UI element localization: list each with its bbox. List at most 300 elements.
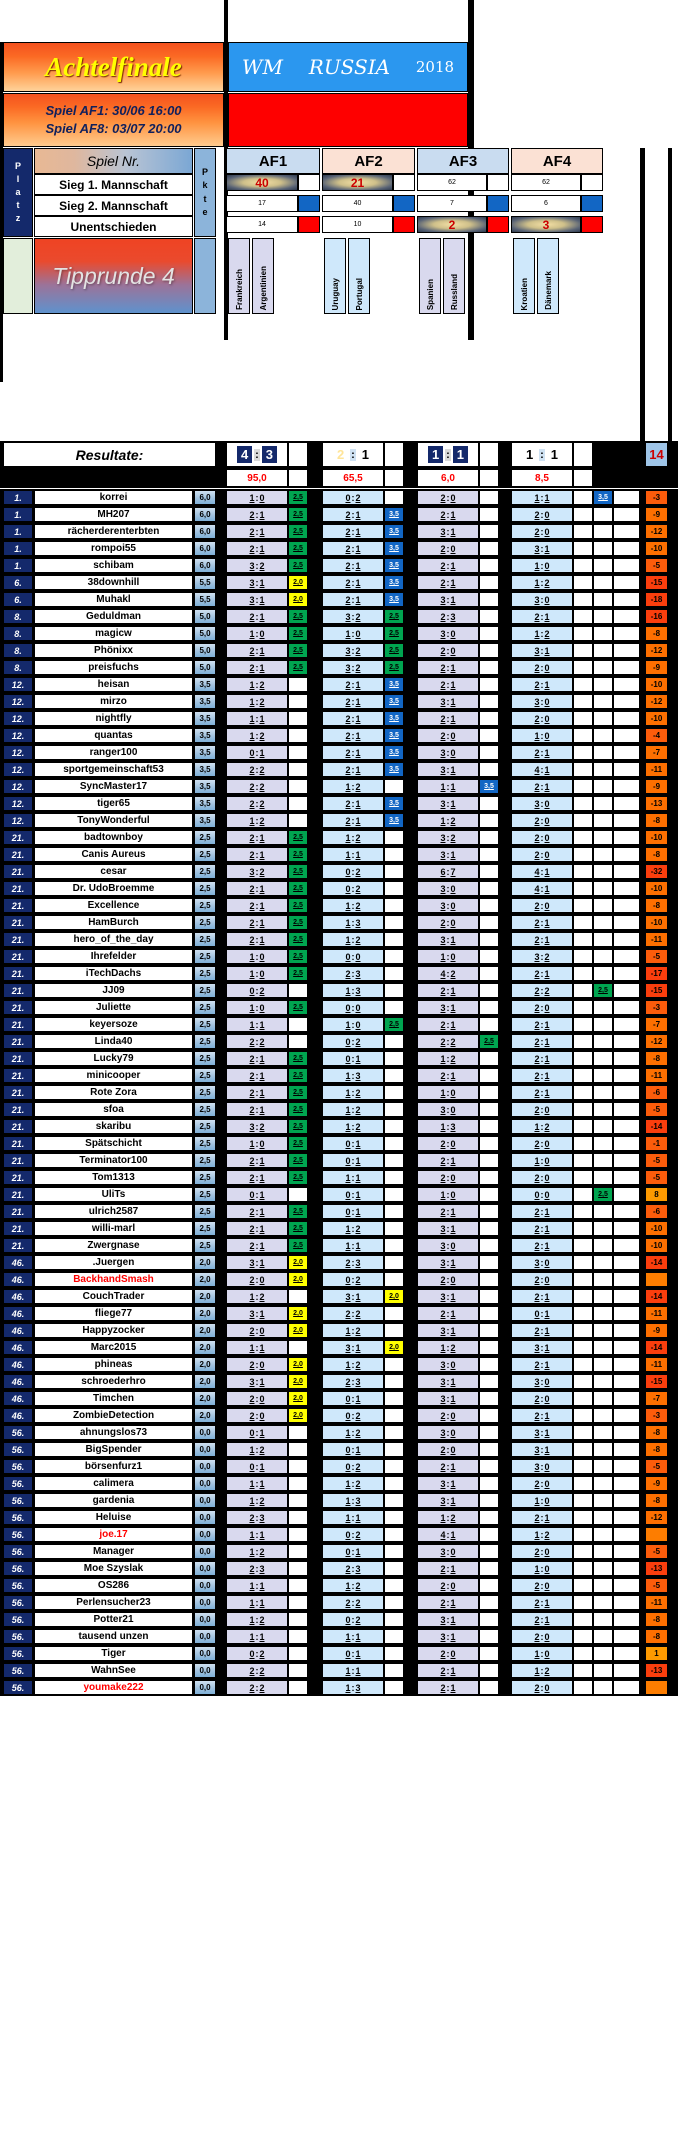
table-row[interactable] — [0, 829, 678, 846]
table-row[interactable] — [0, 1118, 678, 1135]
row-tip-af3[interactable]: 3 : 1 — [417, 847, 479, 862]
row-tip-af1[interactable]: 2 : 1 — [226, 1238, 288, 1253]
match-header-af1[interactable]: AF1 — [226, 148, 320, 174]
table-row[interactable] — [0, 1645, 678, 1662]
row-tip-af1[interactable]: 0 : 1 — [226, 1459, 288, 1474]
row-tip-af2[interactable]: 1 : 3 — [322, 1493, 384, 1508]
row-tip-af4[interactable]: 2 : 1 — [511, 1408, 573, 1423]
row-tip-af1[interactable]: 1 : 2 — [226, 1544, 288, 1559]
row-player-name[interactable]: ulrich2587 — [34, 1204, 193, 1219]
row-tip-af1[interactable]: 1 : 0 — [226, 1136, 288, 1151]
row-tip-af4[interactable]: 1 : 1 — [511, 490, 573, 505]
row-tip-af1[interactable]: 2 : 1 — [226, 881, 288, 896]
table-row[interactable] — [0, 1509, 678, 1526]
row-tip-af4[interactable]: 2 : 0 — [511, 1578, 573, 1593]
row-tip-af2[interactable]: 2 : 1 — [322, 711, 384, 726]
table-row[interactable] — [0, 1237, 678, 1254]
table-row[interactable] — [0, 625, 678, 642]
row-tip-af3[interactable]: 1 : 0 — [417, 1187, 479, 1202]
row-tip-af1[interactable]: 2 : 0 — [226, 1408, 288, 1423]
row-tip-af3[interactable]: 3 : 1 — [417, 1289, 479, 1304]
row-tip-af4[interactable]: 2 : 1 — [511, 1068, 573, 1083]
row-tip-af4[interactable]: 2 : 1 — [511, 1612, 573, 1627]
row-tip-af3[interactable]: 2 : 0 — [417, 541, 479, 556]
row-tip-af2[interactable]: 1 : 1 — [322, 1510, 384, 1525]
row-player-name[interactable]: Dr. UdoBroemme — [34, 881, 193, 896]
row-player-name[interactable]: Lucky79 — [34, 1051, 193, 1066]
row-tip-af4[interactable]: 2 : 0 — [511, 660, 573, 675]
row-tip-af2[interactable]: 1 : 2 — [322, 1357, 384, 1372]
row-tip-af3[interactable]: 2 : 0 — [417, 915, 479, 930]
row-tip-af3[interactable]: 3 : 1 — [417, 1000, 479, 1015]
row-tip-af1[interactable]: 1 : 2 — [226, 677, 288, 692]
table-row[interactable] — [0, 1458, 678, 1475]
row-player-name[interactable]: Moe Szyslak — [34, 1561, 193, 1576]
row-tip-af1[interactable]: 2 : 1 — [226, 1204, 288, 1219]
row-tip-af3[interactable]: 2 : 0 — [417, 728, 479, 743]
row-tip-af4[interactable]: 3 : 0 — [511, 1255, 573, 1270]
table-row[interactable] — [0, 574, 678, 591]
row-tip-af3[interactable]: 3 : 1 — [417, 592, 479, 607]
row-tip-af2[interactable]: 2 : 1 — [322, 575, 384, 590]
row-tip-af4[interactable]: 2 : 0 — [511, 898, 573, 913]
row-tip-af4[interactable]: 2 : 0 — [511, 1544, 573, 1559]
row-player-name[interactable]: Tom1313 — [34, 1170, 193, 1185]
row-tip-af4[interactable]: 1 : 0 — [511, 1153, 573, 1168]
row-tip-af3[interactable]: 2 : 0 — [417, 643, 479, 658]
row-player-name[interactable]: joe.17 — [34, 1527, 193, 1542]
table-row[interactable] — [0, 1254, 678, 1271]
row-tip-af3[interactable]: 3 : 1 — [417, 1221, 479, 1236]
row-player-name[interactable]: Marc2015 — [34, 1340, 193, 1355]
row-player-name[interactable]: nightfly — [34, 711, 193, 726]
row-tip-af3[interactable]: 2 : 0 — [417, 1136, 479, 1151]
row-tip-af2[interactable]: 1 : 3 — [322, 915, 384, 930]
row-tip-af3[interactable]: 3 : 1 — [417, 1391, 479, 1406]
row-tip-af1[interactable]: 1 : 0 — [226, 626, 288, 641]
row-tip-af3[interactable]: 2 : 2 — [417, 1034, 479, 1049]
row-tip-af1[interactable]: 2 : 1 — [226, 541, 288, 556]
row-tip-af2[interactable]: 0 : 2 — [322, 1408, 384, 1423]
row-player-name[interactable]: ranger100 — [34, 745, 193, 760]
row-tip-af1[interactable]: 2 : 2 — [226, 796, 288, 811]
row-tip-af2[interactable]: 1 : 2 — [322, 1119, 384, 1134]
table-row[interactable] — [0, 1628, 678, 1645]
row-tip-af4[interactable]: 2 : 0 — [511, 1170, 573, 1185]
row-player-name[interactable]: BigSpender — [34, 1442, 193, 1457]
row-tip-af4[interactable]: 3 : 1 — [511, 1425, 573, 1440]
table-row[interactable] — [0, 1135, 678, 1152]
row-tip-af3[interactable]: 2 : 0 — [417, 1272, 479, 1287]
row-tip-af3[interactable]: 3 : 1 — [417, 1476, 479, 1491]
row-tip-af1[interactable]: 2 : 2 — [226, 1034, 288, 1049]
row-tip-af2[interactable]: 2 : 1 — [322, 677, 384, 692]
row-player-name[interactable]: Excellence — [34, 898, 193, 913]
row-tip-af2[interactable]: 2 : 1 — [322, 796, 384, 811]
row-tip-af1[interactable]: 0 : 1 — [226, 745, 288, 760]
table-row[interactable] — [0, 1441, 678, 1458]
row-tip-af4[interactable]: 1 : 0 — [511, 1493, 573, 1508]
row-tip-af2[interactable]: 1 : 1 — [322, 1663, 384, 1678]
row-player-name[interactable]: Timchen — [34, 1391, 193, 1406]
row-tip-af2[interactable]: 0 : 1 — [322, 1204, 384, 1219]
row-tip-af3[interactable]: 2 : 1 — [417, 1663, 479, 1678]
row-tip-af4[interactable]: 3 : 0 — [511, 1374, 573, 1389]
row-tip-af1[interactable]: 1 : 1 — [226, 711, 288, 726]
table-row[interactable] — [0, 1662, 678, 1679]
table-row[interactable] — [0, 761, 678, 778]
row-tip-af2[interactable]: 0 : 1 — [322, 1187, 384, 1202]
row-tip-af3[interactable]: 2 : 1 — [417, 1153, 479, 1168]
row-player-name[interactable]: Ihrefelder — [34, 949, 193, 964]
row-tip-af2[interactable]: 0 : 1 — [322, 1391, 384, 1406]
row-tip-af2[interactable]: 0 : 2 — [322, 864, 384, 879]
row-player-name[interactable]: korrei — [34, 490, 193, 505]
row-player-name[interactable]: phineas — [34, 1357, 193, 1372]
row-player-name[interactable]: Linda40 — [34, 1034, 193, 1049]
row-tip-af2[interactable]: 1 : 0 — [322, 626, 384, 641]
row-tip-af3[interactable]: 2 : 1 — [417, 1680, 479, 1695]
row-player-name[interactable]: Phönixx — [34, 643, 193, 658]
row-player-name[interactable]: badtownboy — [34, 830, 193, 845]
row-tip-af1[interactable]: 2 : 1 — [226, 830, 288, 845]
table-row[interactable] — [0, 693, 678, 710]
row-tip-af1[interactable]: 3 : 1 — [226, 575, 288, 590]
row-tip-af2[interactable]: 0 : 1 — [322, 1442, 384, 1457]
row-tip-af3[interactable]: 1 : 2 — [417, 813, 479, 828]
row-tip-af3[interactable]: 4 : 1 — [417, 1527, 479, 1542]
table-row[interactable] — [0, 846, 678, 863]
row-tip-af2[interactable]: 1 : 1 — [322, 1170, 384, 1185]
row-tip-af1[interactable]: 2 : 1 — [226, 847, 288, 862]
row-tip-af1[interactable]: 2 : 2 — [226, 1663, 288, 1678]
table-row[interactable] — [0, 506, 678, 523]
row-player-name[interactable]: OS286 — [34, 1578, 193, 1593]
row-tip-af3[interactable]: 1 : 2 — [417, 1510, 479, 1525]
row-tip-af1[interactable]: 3 : 1 — [226, 592, 288, 607]
row-tip-af3[interactable]: 2 : 1 — [417, 1306, 479, 1321]
row-tip-af4[interactable]: 2 : 1 — [511, 1221, 573, 1236]
row-player-name[interactable]: quantas — [34, 728, 193, 743]
match-header-af4[interactable]: AF4 — [511, 148, 603, 174]
row-tip-af3[interactable]: 3 : 0 — [417, 1357, 479, 1372]
row-player-name[interactable]: Geduldman — [34, 609, 193, 624]
row-player-name[interactable]: magicw — [34, 626, 193, 641]
row-tip-af2[interactable]: 3 : 2 — [322, 660, 384, 675]
table-row[interactable] — [0, 931, 678, 948]
row-player-name[interactable]: mirzo — [34, 694, 193, 709]
row-tip-af4[interactable]: 2 : 0 — [511, 1272, 573, 1287]
row-player-name[interactable]: Spätschicht — [34, 1136, 193, 1151]
table-row[interactable] — [0, 1203, 678, 1220]
row-tip-af3[interactable]: 2 : 1 — [417, 677, 479, 692]
row-tip-af4[interactable]: 2 : 0 — [511, 711, 573, 726]
row-tip-af1[interactable]: 3 : 1 — [226, 1306, 288, 1321]
row-tip-af2[interactable]: 1 : 2 — [322, 1221, 384, 1236]
row-tip-af2[interactable]: 0 : 0 — [322, 1000, 384, 1015]
row-tip-af1[interactable]: 2 : 1 — [226, 660, 288, 675]
row-tip-af4[interactable]: 2 : 1 — [511, 609, 573, 624]
row-tip-af2[interactable]: 1 : 2 — [322, 932, 384, 947]
row-tip-af2[interactable]: 0 : 2 — [322, 1527, 384, 1542]
row-tip-af2[interactable]: 2 : 1 — [322, 507, 384, 522]
row-tip-af3[interactable]: 3 : 1 — [417, 1323, 479, 1338]
row-tip-af1[interactable]: 1 : 2 — [226, 728, 288, 743]
row-tip-af2[interactable]: 0 : 2 — [322, 1272, 384, 1287]
row-tip-af4[interactable]: 4 : 1 — [511, 881, 573, 896]
row-player-name[interactable]: keyersoze — [34, 1017, 193, 1032]
row-player-name[interactable]: 38downhill — [34, 575, 193, 590]
row-tip-af2[interactable]: 0 : 2 — [322, 490, 384, 505]
row-tip-af2[interactable]: 2 : 1 — [322, 541, 384, 556]
row-tip-af3[interactable]: 2 : 0 — [417, 1408, 479, 1423]
row-tip-af4[interactable]: 1 : 0 — [511, 558, 573, 573]
row-tip-af1[interactable]: 1 : 1 — [226, 1527, 288, 1542]
row-tip-af4[interactable]: 2 : 1 — [511, 745, 573, 760]
row-tip-af1[interactable]: 2 : 0 — [226, 1357, 288, 1372]
row-tip-af2[interactable]: 1 : 2 — [322, 830, 384, 845]
row-tip-af1[interactable]: 2 : 1 — [226, 1068, 288, 1083]
row-tip-af3[interactable]: 3 : 0 — [417, 1425, 479, 1440]
row-tip-af3[interactable]: 1 : 2 — [417, 1051, 479, 1066]
row-player-name[interactable]: tausend unzen — [34, 1629, 193, 1644]
row-tip-af4[interactable]: 2 : 1 — [511, 915, 573, 930]
row-tip-af1[interactable]: 2 : 2 — [226, 779, 288, 794]
table-row[interactable] — [0, 1186, 678, 1203]
row-tip-af2[interactable]: 0 : 1 — [322, 1646, 384, 1661]
row-tip-af3[interactable]: 4 : 2 — [417, 966, 479, 981]
row-tip-af4[interactable]: 2 : 1 — [511, 779, 573, 794]
table-row[interactable] — [0, 1305, 678, 1322]
table-row[interactable] — [0, 999, 678, 1016]
row-tip-af2[interactable]: 2 : 2 — [322, 1595, 384, 1610]
table-row[interactable] — [0, 591, 678, 608]
match-header-af2[interactable]: AF2 — [322, 148, 415, 174]
row-player-name[interactable]: Heluise — [34, 1510, 193, 1525]
row-tip-af2[interactable]: 2 : 1 — [322, 813, 384, 828]
row-player-name[interactable]: TonyWonderful — [34, 813, 193, 828]
row-tip-af2[interactable]: 2 : 2 — [322, 1306, 384, 1321]
row-tip-af2[interactable]: 3 : 2 — [322, 609, 384, 624]
table-row[interactable] — [0, 1152, 678, 1169]
row-tip-af3[interactable]: 3 : 1 — [417, 694, 479, 709]
row-tip-af1[interactable]: 1 : 1 — [226, 1017, 288, 1032]
row-player-name[interactable]: skaribu — [34, 1119, 193, 1134]
table-row[interactable] — [0, 1084, 678, 1101]
row-tip-af2[interactable]: 0 : 1 — [322, 1136, 384, 1151]
row-tip-af3[interactable]: 3 : 1 — [417, 796, 479, 811]
row-tip-af3[interactable]: 2 : 1 — [417, 983, 479, 998]
row-tip-af1[interactable]: 1 : 2 — [226, 694, 288, 709]
row-tip-af4[interactable]: 2 : 1 — [511, 1323, 573, 1338]
table-row[interactable] — [0, 1492, 678, 1509]
row-tip-af4[interactable]: 1 : 2 — [511, 1527, 573, 1542]
row-tip-af1[interactable]: 2 : 1 — [226, 524, 288, 539]
row-tip-af1[interactable]: 2 : 1 — [226, 898, 288, 913]
row-tip-af2[interactable]: 1 : 2 — [322, 1476, 384, 1491]
row-tip-af2[interactable]: 0 : 0 — [322, 949, 384, 964]
row-tip-af1[interactable]: 1 : 0 — [226, 1000, 288, 1015]
row-player-name[interactable]: rompoi55 — [34, 541, 193, 556]
table-row[interactable] — [0, 1220, 678, 1237]
row-tip-af3[interactable]: 2 : 3 — [417, 609, 479, 624]
row-tip-af2[interactable]: 1 : 2 — [322, 1102, 384, 1117]
row-player-name[interactable]: WahnSee — [34, 1663, 193, 1678]
table-row[interactable] — [0, 880, 678, 897]
table-row[interactable] — [0, 1356, 678, 1373]
row-tip-af1[interactable]: 2 : 3 — [226, 1510, 288, 1525]
row-tip-af4[interactable]: 2 : 1 — [511, 966, 573, 981]
row-player-name[interactable]: börsenfurz1 — [34, 1459, 193, 1474]
table-row[interactable] — [0, 642, 678, 659]
row-tip-af4[interactable]: 2 : 0 — [511, 830, 573, 845]
row-tip-af4[interactable]: 1 : 2 — [511, 1119, 573, 1134]
row-tip-af4[interactable]: 2 : 2 — [511, 983, 573, 998]
row-tip-af3[interactable]: 2 : 1 — [417, 1561, 479, 1576]
row-tip-af3[interactable]: 3 : 2 — [417, 830, 479, 845]
table-row[interactable] — [0, 1033, 678, 1050]
row-tip-af1[interactable]: 2 : 2 — [226, 762, 288, 777]
row-tip-af4[interactable]: 2 : 0 — [511, 1680, 573, 1695]
row-tip-af2[interactable]: 2 : 1 — [322, 524, 384, 539]
row-tip-af4[interactable]: 3 : 0 — [511, 592, 573, 607]
row-player-name[interactable]: sfoa — [34, 1102, 193, 1117]
row-tip-af2[interactable]: 1 : 1 — [322, 847, 384, 862]
row-tip-af4[interactable]: 3 : 1 — [511, 541, 573, 556]
row-tip-af1[interactable]: 2 : 1 — [226, 507, 288, 522]
row-player-name[interactable]: willi-marl — [34, 1221, 193, 1236]
row-tip-af3[interactable]: 1 : 1 — [417, 779, 479, 794]
table-row[interactable] — [0, 1101, 678, 1118]
row-tip-af4[interactable]: 2 : 1 — [511, 1204, 573, 1219]
table-row[interactable] — [0, 1407, 678, 1424]
row-tip-af2[interactable]: 1 : 2 — [322, 1425, 384, 1440]
row-tip-af4[interactable]: 2 : 0 — [511, 813, 573, 828]
row-tip-af2[interactable]: 1 : 2 — [322, 779, 384, 794]
row-tip-af2[interactable]: 2 : 3 — [322, 966, 384, 981]
row-tip-af1[interactable]: 3 : 2 — [226, 864, 288, 879]
row-tip-af3[interactable]: 3 : 1 — [417, 932, 479, 947]
row-tip-af1[interactable]: 0 : 2 — [226, 983, 288, 998]
table-row[interactable] — [0, 795, 678, 812]
table-row[interactable] — [0, 778, 678, 795]
row-tip-af4[interactable]: 4 : 1 — [511, 762, 573, 777]
row-player-name[interactable]: preisfuchs — [34, 660, 193, 675]
row-tip-af3[interactable]: 3 : 0 — [417, 745, 479, 760]
row-tip-af4[interactable]: 1 : 0 — [511, 1646, 573, 1661]
row-tip-af1[interactable]: 2 : 1 — [226, 1051, 288, 1066]
row-tip-af1[interactable]: 0 : 1 — [226, 1187, 288, 1202]
row-tip-af2[interactable]: 1 : 1 — [322, 1629, 384, 1644]
row-tip-af3[interactable]: 3 : 1 — [417, 762, 479, 777]
row-tip-af1[interactable]: 2 : 3 — [226, 1561, 288, 1576]
row-tip-af2[interactable]: 2 : 1 — [322, 762, 384, 777]
row-tip-af4[interactable]: 2 : 1 — [511, 1357, 573, 1372]
row-tip-af2[interactable]: 2 : 1 — [322, 745, 384, 760]
table-row[interactable] — [0, 1169, 678, 1186]
row-tip-af4[interactable]: 2 : 0 — [511, 847, 573, 862]
row-tip-af4[interactable]: 4 : 1 — [511, 864, 573, 879]
row-tip-af4[interactable]: 1 : 0 — [511, 728, 573, 743]
row-tip-af2[interactable]: 1 : 3 — [322, 983, 384, 998]
row-tip-af3[interactable]: 3 : 1 — [417, 1612, 479, 1627]
row-player-name[interactable]: Canis Aureus — [34, 847, 193, 862]
row-tip-af3[interactable]: 3 : 0 — [417, 1238, 479, 1253]
table-row[interactable] — [0, 1016, 678, 1033]
row-player-name[interactable]: fliege77 — [34, 1306, 193, 1321]
row-player-name[interactable]: Potter21 — [34, 1612, 193, 1627]
row-tip-af1[interactable]: 2 : 1 — [226, 1170, 288, 1185]
row-tip-af1[interactable]: 2 : 0 — [226, 1323, 288, 1338]
table-row[interactable] — [0, 1322, 678, 1339]
row-tip-af4[interactable]: 2 : 1 — [511, 1051, 573, 1066]
row-tip-af4[interactable]: 0 : 1 — [511, 1306, 573, 1321]
row-tip-af3[interactable]: 1 : 0 — [417, 949, 479, 964]
row-tip-af1[interactable]: 0 : 1 — [226, 1425, 288, 1440]
row-tip-af1[interactable]: 2 : 1 — [226, 1085, 288, 1100]
row-player-name[interactable]: minicooper — [34, 1068, 193, 1083]
row-tip-af2[interactable]: 0 : 1 — [322, 1153, 384, 1168]
table-row[interactable] — [0, 676, 678, 693]
row-player-name[interactable]: Muhakl — [34, 592, 193, 607]
table-row[interactable] — [0, 982, 678, 999]
table-row[interactable] — [0, 1679, 678, 1696]
row-tip-af1[interactable]: 3 : 2 — [226, 558, 288, 573]
row-player-name[interactable]: CouchTrader — [34, 1289, 193, 1304]
row-tip-af2[interactable]: 1 : 2 — [322, 1578, 384, 1593]
table-row[interactable] — [0, 897, 678, 914]
table-row[interactable] — [0, 1526, 678, 1543]
row-player-name[interactable]: Terminator100 — [34, 1153, 193, 1168]
row-player-name[interactable]: schroederhro — [34, 1374, 193, 1389]
row-tip-af3[interactable]: 3 : 0 — [417, 626, 479, 641]
row-player-name[interactable]: tiger65 — [34, 796, 193, 811]
row-tip-af4[interactable]: 2 : 1 — [511, 1595, 573, 1610]
table-row[interactable] — [0, 557, 678, 574]
row-tip-af4[interactable]: 1 : 2 — [511, 575, 573, 590]
table-row[interactable] — [0, 1577, 678, 1594]
table-row[interactable] — [0, 863, 678, 880]
row-tip-af2[interactable]: 2 : 3 — [322, 1374, 384, 1389]
row-player-name[interactable]: HamBurch — [34, 915, 193, 930]
row-tip-af3[interactable]: 2 : 1 — [417, 558, 479, 573]
table-row[interactable] — [0, 1339, 678, 1356]
table-row[interactable] — [0, 1611, 678, 1628]
table-row[interactable] — [0, 1475, 678, 1492]
row-tip-af2[interactable]: 0 : 2 — [322, 881, 384, 896]
row-tip-af4[interactable]: 1 : 2 — [511, 1663, 573, 1678]
table-row[interactable] — [0, 540, 678, 557]
row-tip-af4[interactable]: 3 : 0 — [511, 796, 573, 811]
row-tip-af3[interactable]: 3 : 1 — [417, 1374, 479, 1389]
row-tip-af1[interactable]: 2 : 1 — [226, 1221, 288, 1236]
row-tip-af3[interactable]: 3 : 0 — [417, 1102, 479, 1117]
row-tip-af1[interactable]: 1 : 1 — [226, 1476, 288, 1491]
row-player-name[interactable]: sportgemeinschaft53 — [34, 762, 193, 777]
table-row[interactable] — [0, 1271, 678, 1288]
row-tip-af3[interactable]: 1 : 3 — [417, 1119, 479, 1134]
row-player-name[interactable]: calimera — [34, 1476, 193, 1491]
row-tip-af2[interactable]: 2 : 3 — [322, 1255, 384, 1270]
row-tip-af3[interactable]: 2 : 0 — [417, 490, 479, 505]
row-tip-af3[interactable]: 2 : 1 — [417, 1068, 479, 1083]
row-tip-af3[interactable]: 6 : 7 — [417, 864, 479, 879]
table-row[interactable] — [0, 948, 678, 965]
row-tip-af1[interactable]: 3 : 1 — [226, 1255, 288, 1270]
row-tip-af4[interactable]: 2 : 1 — [511, 1017, 573, 1032]
row-tip-af2[interactable]: 2 : 1 — [322, 728, 384, 743]
row-tip-af3[interactable]: 1 : 2 — [417, 1340, 479, 1355]
